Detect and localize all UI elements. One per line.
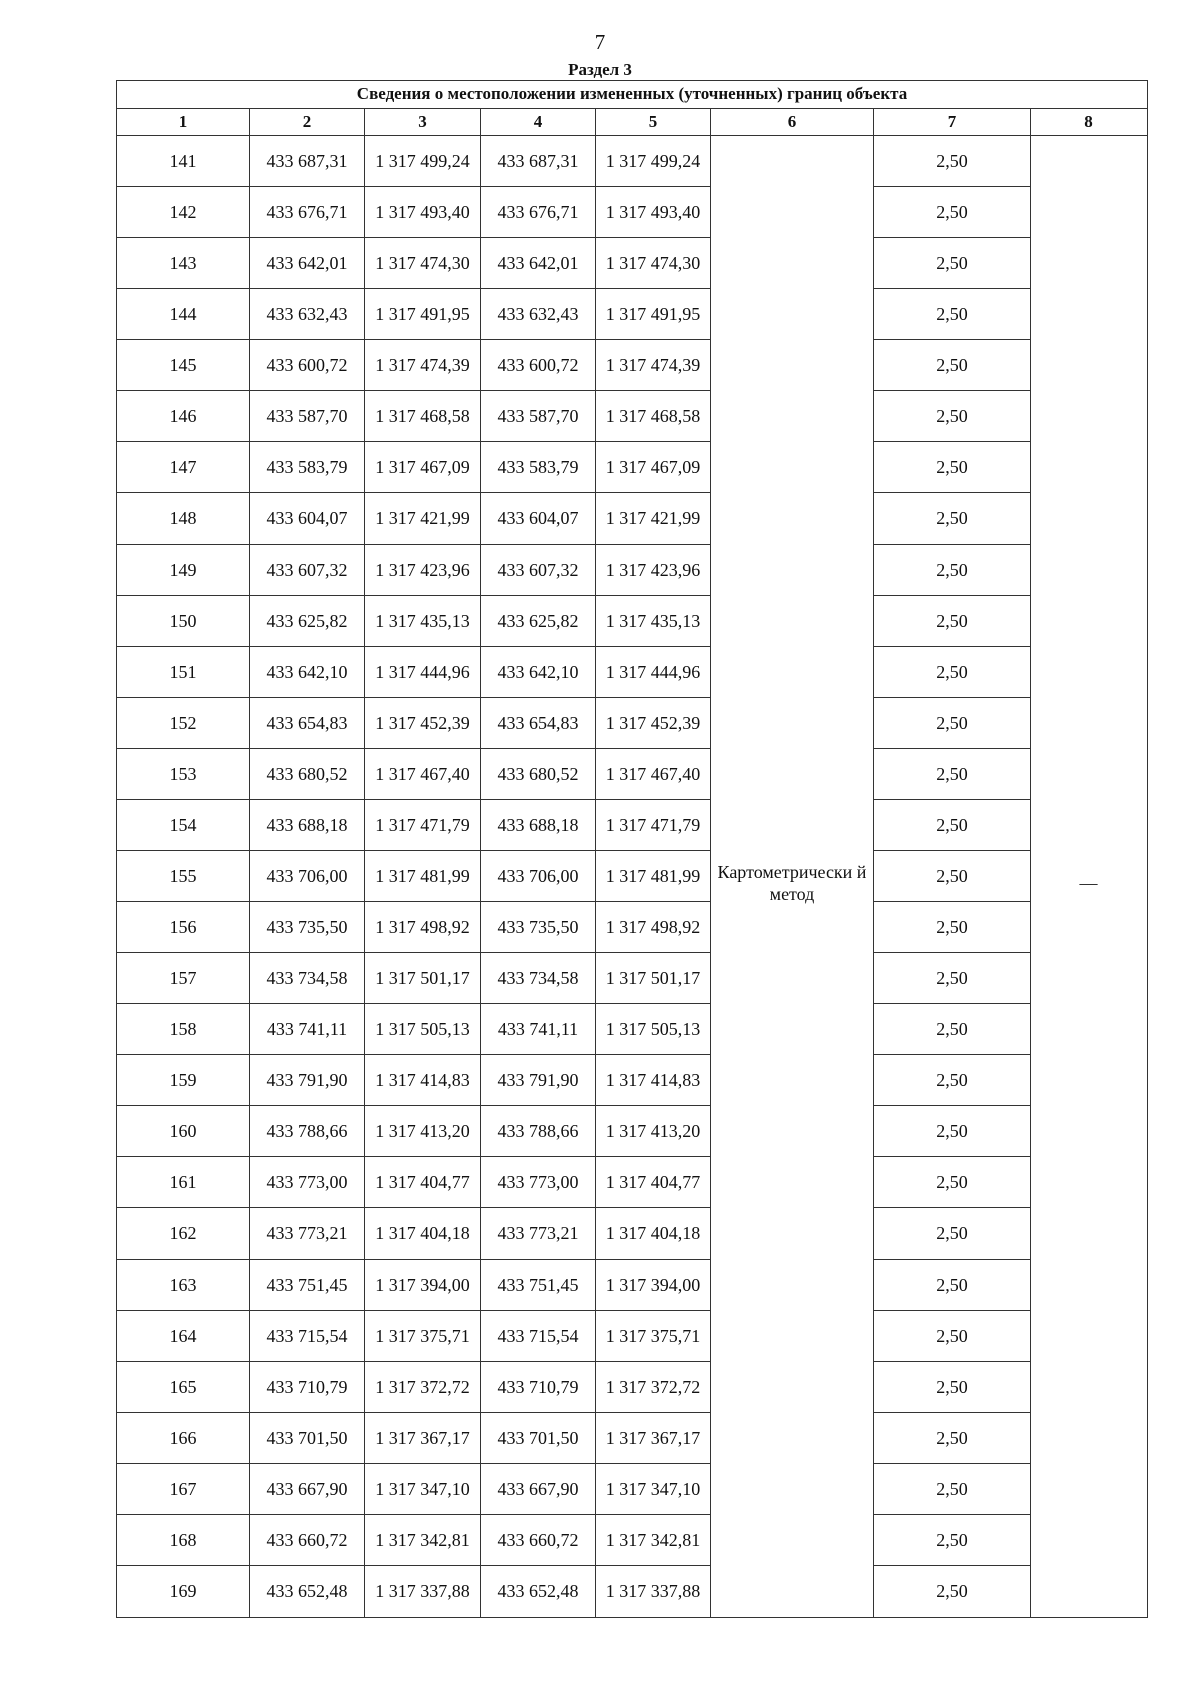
header-col-4: 4 [481,109,596,136]
cell-row-number: 162 [117,1208,250,1259]
cell-y-new: 1 317 413,20 [596,1106,711,1157]
cell-x-new: 433 676,71 [481,187,596,238]
table-row [117,493,1147,544]
cell-x-old: 433 660,72 [250,1515,365,1566]
table-row [117,545,1147,596]
cell-accuracy: 2,50 [874,953,1031,1004]
cell-x-old: 433 706,00 [250,851,365,902]
cell-x-new: 433 687,31 [481,136,596,187]
cell-accuracy: 2,50 [874,1464,1031,1515]
cell-x-new: 433 583,79 [481,442,596,493]
cell-y-old: 1 317 481,99 [365,851,481,902]
cell-y-new: 1 317 372,72 [596,1362,711,1413]
table-row [117,136,1147,187]
cell-x-new: 433 604,07 [481,493,596,544]
cell-x-new: 433 741,11 [481,1004,596,1055]
cell-accuracy: 2,50 [874,340,1031,391]
table-row [117,1260,1147,1311]
cell-x-old: 433 734,58 [250,953,365,1004]
cell-row-number: 164 [117,1311,250,1362]
cell-y-old: 1 317 421,99 [365,493,481,544]
cell-x-new: 433 735,50 [481,902,596,953]
table-row [117,1004,1147,1055]
cell-accuracy: 2,50 [874,1413,1031,1464]
cell-row-number: 169 [117,1566,250,1617]
table-row [117,800,1147,851]
cell-x-new: 433 600,72 [481,340,596,391]
cell-y-new: 1 317 474,30 [596,238,711,289]
cell-accuracy: 2,50 [874,1004,1031,1055]
cell-row-number: 163 [117,1260,250,1311]
table-row [117,647,1147,698]
cell-accuracy: 2,50 [874,289,1031,340]
cell-y-new: 1 317 421,99 [596,493,711,544]
cell-y-old: 1 317 413,20 [365,1106,481,1157]
cell-row-number: 142 [117,187,250,238]
cell-y-old: 1 317 467,09 [365,442,481,493]
cell-x-new: 433 701,50 [481,1413,596,1464]
cell-y-new: 1 317 414,83 [596,1055,711,1106]
cell-y-new: 1 317 501,17 [596,953,711,1004]
cell-x-old: 433 625,82 [250,596,365,647]
table-row [117,1106,1147,1157]
cell-y-new: 1 317 493,40 [596,187,711,238]
cell-y-old: 1 317 474,39 [365,340,481,391]
cell-y-old: 1 317 367,17 [365,1413,481,1464]
cell-y-old: 1 317 467,40 [365,749,481,800]
cell-accuracy: 2,50 [874,1055,1031,1106]
cell-row-number: 143 [117,238,250,289]
cell-y-old: 1 317 468,58 [365,391,481,442]
cell-y-old: 1 317 404,18 [365,1208,481,1259]
cell-y-old: 1 317 394,00 [365,1260,481,1311]
cell-y-new: 1 317 474,39 [596,340,711,391]
cell-x-old: 433 688,18 [250,800,365,851]
header-col-8: 8 [1084,112,1093,131]
cell-x-new: 433 654,83 [481,698,596,749]
cell-accuracy: 2,50 [874,442,1031,493]
cell-y-old: 1 317 505,13 [365,1004,481,1055]
cell-x-old: 433 751,45 [250,1260,365,1311]
cell-x-new: 433 791,90 [481,1055,596,1106]
cell-y-new: 1 317 471,79 [596,800,711,851]
cell-accuracy: 2,50 [874,391,1031,442]
cell-y-new: 1 317 467,40 [596,749,711,800]
table-row [117,749,1147,800]
cell-x-old: 433 788,66 [250,1106,365,1157]
table-row [117,1055,1147,1106]
cell-y-new: 1 317 491,95 [596,289,711,340]
cell-y-old: 1 317 404,77 [365,1157,481,1208]
table-row [117,596,1147,647]
cell-accuracy: 2,50 [874,749,1031,800]
table-row [117,340,1147,391]
cell-row-number: 150 [117,596,250,647]
cell-y-new: 1 317 498,92 [596,902,711,953]
cell-y-new: 1 317 337,88 [596,1566,711,1617]
cell-y-new: 1 317 342,81 [596,1515,711,1566]
cell-row-number: 154 [117,800,250,851]
cell-x-old: 433 680,52 [250,749,365,800]
cell-y-old: 1 317 372,72 [365,1362,481,1413]
table-row [117,953,1147,1004]
table-row [117,187,1147,238]
cell-y-new: 1 317 467,09 [596,442,711,493]
cell-accuracy: 2,50 [874,1362,1031,1413]
cell-row-number: 151 [117,647,250,698]
cell-x-new: 433 706,00 [481,851,596,902]
cell-y-new: 1 317 468,58 [596,391,711,442]
cell-y-new: 1 317 375,71 [596,1311,711,1362]
cell-x-new: 433 587,70 [481,391,596,442]
cell-x-old: 433 735,50 [250,902,365,953]
cell-x-old: 433 741,11 [250,1004,365,1055]
cell-row-number: 159 [117,1055,250,1106]
cell-row-number: 161 [117,1157,250,1208]
cell-x-new: 433 625,82 [481,596,596,647]
cell-row-number: 165 [117,1362,250,1413]
cell-row-number: 168 [117,1515,250,1566]
cell-y-old: 1 317 423,96 [365,545,481,596]
cell-row-number: 156 [117,902,250,953]
cell-y-old: 1 317 444,96 [365,647,481,698]
cell-y-new: 1 317 499,24 [596,136,711,187]
cell-row-number: 149 [117,545,250,596]
cell-accuracy: 2,50 [874,902,1031,953]
cell-x-new: 433 680,52 [481,749,596,800]
cell-x-old: 433 600,72 [250,340,365,391]
table-row [117,1157,1147,1208]
cell-x-new: 433 632,43 [481,289,596,340]
cell-x-new: 433 751,45 [481,1260,596,1311]
cell-y-old: 1 317 435,13 [365,596,481,647]
cell-x-old: 433 773,21 [250,1208,365,1259]
cell-accuracy: 2,50 [874,851,1031,902]
cell-x-old: 433 715,54 [250,1311,365,1362]
table-row [117,902,1147,953]
header-col-3: 3 [365,109,481,136]
cell-x-old: 433 791,90 [250,1055,365,1106]
cell-y-new: 1 317 394,00 [596,1260,711,1311]
cell-x-old: 433 652,48 [250,1566,365,1617]
cell-x-old: 433 654,83 [250,698,365,749]
cell-y-old: 1 317 474,30 [365,238,481,289]
cell-accuracy: 2,50 [874,545,1031,596]
section-title: Раздел 3 [568,60,632,79]
table-row [117,698,1147,749]
cell-row-number: 141 [117,136,250,187]
cell-x-new: 433 652,48 [481,1566,596,1617]
header-col-6: 6 [711,109,874,136]
table-row [117,1413,1147,1464]
table-row [117,1208,1147,1259]
cell-x-old: 433 607,32 [250,545,365,596]
cell-y-old: 1 317 342,81 [365,1515,481,1566]
cell-y-old: 1 317 491,95 [365,289,481,340]
table-row [117,442,1147,493]
table-body [117,136,1147,1617]
cell-x-old: 433 632,43 [250,289,365,340]
cell-x-old: 433 587,70 [250,391,365,442]
cell-x-new: 433 642,01 [481,238,596,289]
cell-y-new: 1 317 367,17 [596,1413,711,1464]
method-text: Картометрически й метод [717,862,867,904]
column-8-value: — [1079,873,1098,893]
cell-accuracy: 2,50 [874,647,1031,698]
cell-y-new: 1 317 423,96 [596,545,711,596]
cell-x-old: 433 773,00 [250,1157,365,1208]
cell-y-new: 1 317 435,13 [596,596,711,647]
cell-accuracy: 2,50 [874,238,1031,289]
cell-y-old: 1 317 493,40 [365,187,481,238]
cell-x-old: 433 701,50 [250,1413,365,1464]
table-row [117,289,1147,340]
cell-x-new: 433 660,72 [481,1515,596,1566]
table-header-row [117,109,1147,136]
cell-accuracy: 2,50 [874,1106,1031,1157]
cell-y-old: 1 317 414,83 [365,1055,481,1106]
table-caption: Сведения о местоположении измененных (уточненных) границ объекта [117,81,1147,109]
cell-x-old: 433 583,79 [250,442,365,493]
cell-y-old: 1 317 501,17 [365,953,481,1004]
cell-accuracy: 2,50 [874,136,1031,187]
cell-y-old: 1 317 471,79 [365,800,481,851]
boundary-table [116,80,1148,1618]
cell-x-new: 433 715,54 [481,1311,596,1362]
table-row [117,238,1147,289]
cell-y-new: 1 317 404,18 [596,1208,711,1259]
cell-x-new: 433 688,18 [481,800,596,851]
cell-row-number: 148 [117,493,250,544]
cell-x-old: 433 604,07 [250,493,365,544]
cell-x-new: 433 773,21 [481,1208,596,1259]
cell-y-old: 1 317 452,39 [365,698,481,749]
cell-accuracy: 2,50 [874,698,1031,749]
cell-x-new: 433 788,66 [481,1106,596,1157]
cell-x-old: 433 667,90 [250,1464,365,1515]
cell-y-new: 1 317 452,39 [596,698,711,749]
header-col-2: 2 [250,109,365,136]
cell-accuracy: 2,50 [874,1260,1031,1311]
cell-y-old: 1 317 499,24 [365,136,481,187]
cell-x-new: 433 710,79 [481,1362,596,1413]
cell-row-number: 157 [117,953,250,1004]
cell-accuracy: 2,50 [874,800,1031,851]
cell-x-new: 433 607,32 [481,545,596,596]
cell-y-new: 1 317 505,13 [596,1004,711,1055]
cell-accuracy: 2,50 [874,187,1031,238]
cell-accuracy: 2,50 [874,1566,1031,1617]
cell-row-number: 155 [117,851,250,902]
cell-row-number: 167 [117,1464,250,1515]
cell-x-old: 433 676,71 [250,187,365,238]
cell-row-number: 152 [117,698,250,749]
header-col-7: 7 [874,109,1031,136]
cell-row-number: 145 [117,340,250,391]
cell-accuracy: 2,50 [874,596,1031,647]
table-row [117,1464,1147,1515]
table-row [117,1362,1147,1413]
cell-y-old: 1 317 498,92 [365,902,481,953]
table-row [117,1311,1147,1362]
cell-y-old: 1 317 337,88 [365,1566,481,1617]
cell-x-old: 433 710,79 [250,1362,365,1413]
cell-y-new: 1 317 404,77 [596,1157,711,1208]
cell-x-new: 433 667,90 [481,1464,596,1515]
cell-accuracy: 2,50 [874,1208,1031,1259]
cell-y-old: 1 317 375,71 [365,1311,481,1362]
header-col-5: 5 [596,109,711,136]
table-row [117,391,1147,442]
cell-row-number: 153 [117,749,250,800]
cell-y-new: 1 317 444,96 [596,647,711,698]
cell-x-old: 433 687,31 [250,136,365,187]
table-row [117,1515,1147,1566]
cell-row-number: 160 [117,1106,250,1157]
cell-accuracy: 2,50 [874,1311,1031,1362]
table-row [117,1566,1147,1617]
page-number: 7 [594,30,606,54]
cell-row-number: 147 [117,442,250,493]
cell-y-new: 1 317 481,99 [596,851,711,902]
cell-accuracy: 2,50 [874,1515,1031,1566]
header-col-1: 1 [117,109,250,136]
table-row [117,851,1147,902]
cell-x-old: 433 642,10 [250,647,365,698]
cell-y-new: 1 317 347,10 [596,1464,711,1515]
cell-row-number: 158 [117,1004,250,1055]
cell-x-old: 433 642,01 [250,238,365,289]
cell-x-new: 433 773,00 [481,1157,596,1208]
cell-x-new: 433 642,10 [481,647,596,698]
cell-x-new: 433 734,58 [481,953,596,1004]
cell-accuracy: 2,50 [874,493,1031,544]
cell-row-number: 146 [117,391,250,442]
cell-accuracy: 2,50 [874,1157,1031,1208]
cell-row-number: 166 [117,1413,250,1464]
cell-y-old: 1 317 347,10 [365,1464,481,1515]
cell-row-number: 144 [117,289,250,340]
